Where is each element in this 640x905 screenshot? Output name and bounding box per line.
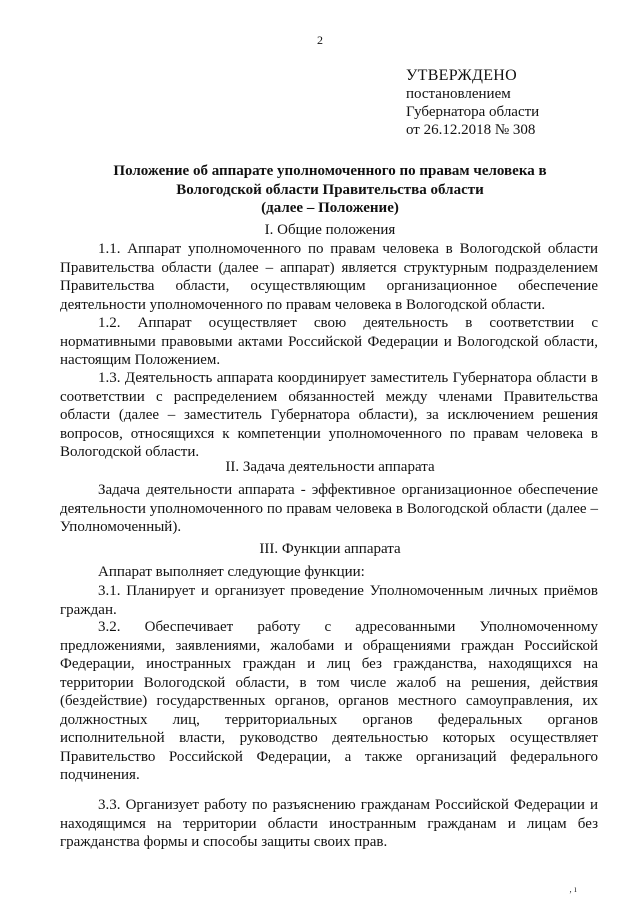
paragraph-3-1 <box>60 582 598 619</box>
page-number: 2 <box>317 33 323 47</box>
approval-title: УТВЕРЖДЕНО <box>406 67 518 84</box>
paragraph-1-2 <box>60 314 598 370</box>
document-title-line-1: Положение об аппарате уполномоченного по правам человека в <box>113 163 547 179</box>
approval-stamp <box>406 67 539 139</box>
paragraph-3-2 <box>60 618 598 785</box>
paragraph-3-3-text: 3.3. Организует работу по разъяснению гражданам Российской Федерации и находящимся на территории области иностранным гражданам и лицам без гражданства формы и способы защиты своих прав. <box>60 797 598 850</box>
paragraph-3-2-text: 3.2. Обеспечивает работу с адресованными Уполномоченному предложениями, заявлениями, жалобами и обращениями граждан Российской Федерации, иностранных граждан и лиц без гражданства, находящихся на территории Вологодской области, в том числе жалоб на решения, действия (бездействие) государственных органов, органов местного самоуправления, их должностных лиц, территориальных органов федеральных органов исполнительной власти, руководство деятельностью которых осуществляет Правительство Российской Федерации, а также организаций федерального подчинения. <box>60 619 598 783</box>
paragraph-3-1-text: 3.1. Планирует и организует проведение Уполномоченным личных приёмов граждан. <box>60 583 598 618</box>
section-1-heading: I. Общие положения <box>264 222 396 238</box>
paragraph-1-1 <box>60 240 598 314</box>
document-title <box>60 162 600 218</box>
paragraph-2-text: Задача деятельности аппарата - эффективное организационное обеспечение деятельности уполномоченного по правам человека в Вологодской области (далее – Уполномоченный). <box>60 482 598 535</box>
paragraph-1-3 <box>60 369 598 462</box>
paragraph-2 <box>60 481 598 537</box>
approval-line-1: постановлением <box>406 86 511 102</box>
approval-line-3: от 26.12.2018 № 308 <box>406 122 536 138</box>
scan-marks-decoration: ‚ ı <box>569 884 577 894</box>
document-title-line-2: Вологодской области Правительства области <box>176 181 484 198</box>
paragraph-1-2-text: 1.2. Аппарат осуществляет свою деятельность в соответствии с нормативными правовыми актами Российской Федерации и Вологодской области, настоящим Положением. <box>60 315 598 368</box>
section-3-heading: III. Функции аппарата <box>259 541 401 557</box>
approval-line-2: Губернатора области <box>406 104 540 120</box>
section-2-heading: II. Задача деятельности аппарата <box>225 459 435 475</box>
paragraph-3-intro <box>60 563 598 582</box>
paragraph-1-3-text: 1.3. Деятельность аппарата координирует заместитель Губернатора области в соответствии с распределением обязанностей между членами Правительства области (далее – заместитель Губернатора области), за исключением решения вопросов, относящихся к компетенции уполномоченного по правам человека в Вологодской области. <box>60 370 598 460</box>
paragraph-3-intro-text: Аппарат выполняет следующие функции: <box>98 564 365 580</box>
document-title-line-3: (далее – Положение) <box>261 200 399 216</box>
paragraph-1-1-text: 1.1. Аппарат уполномоченного по правам человека в Вологодской области Правительства области (далее – аппарат) является структурным подразделением Правительства области, осуществляющим организационное обеспечение деятельности уполномоченного по правам человека в Вологодской области. <box>60 241 598 313</box>
paragraph-3-3 <box>60 796 598 852</box>
